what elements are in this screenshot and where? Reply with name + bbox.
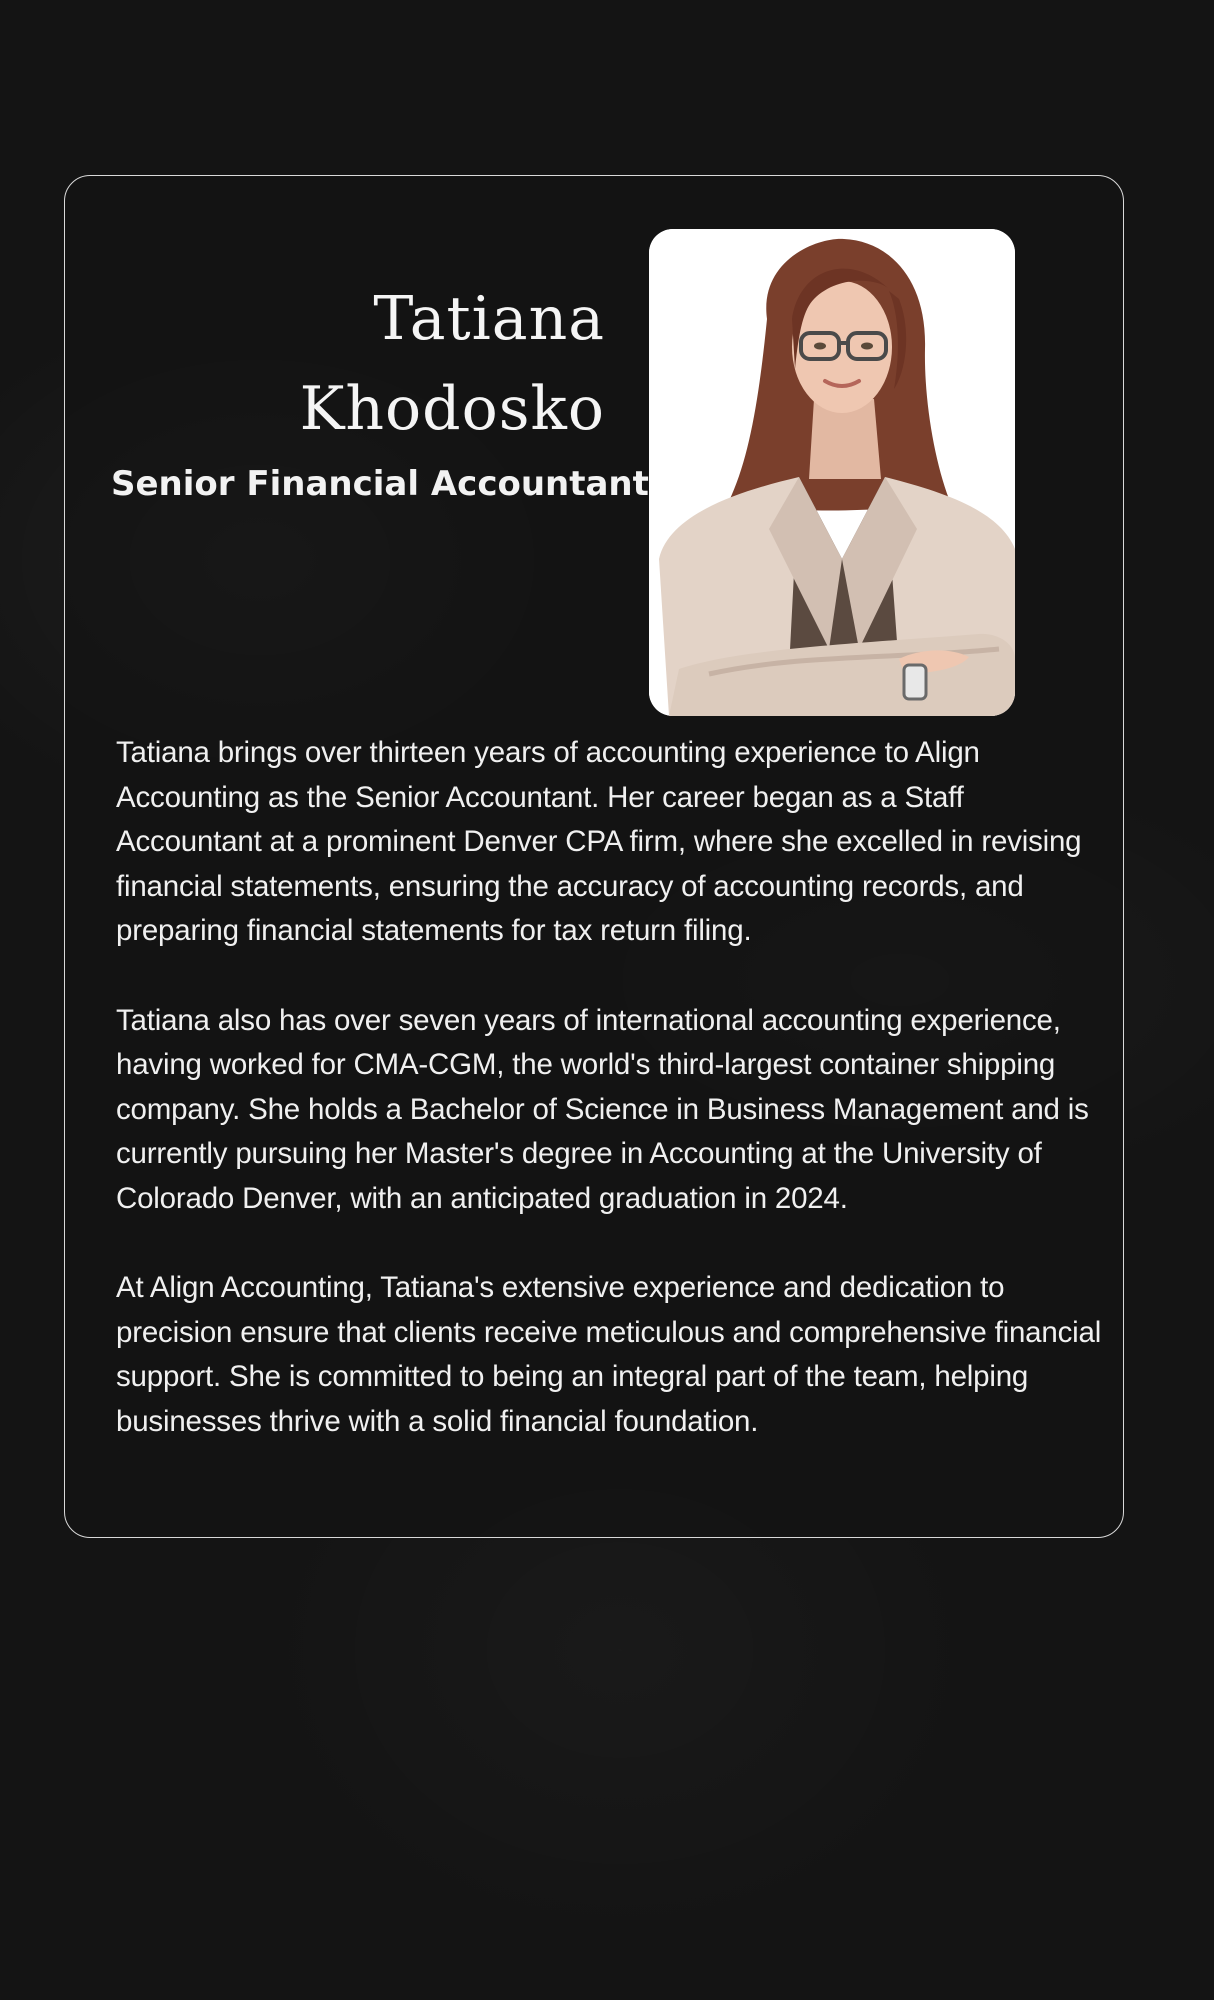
bio-paragraph-3: At Align Accounting, Tatiana's extensive experience and dedication to precision ensure that clients receive meticulous and comprehensive financial support. She is committed to being an integral part of the team, helping businesses thrive with a solid financial foundation. bbox=[116, 1271, 1102, 1438]
bio-paragraph-1: Tatiana brings over thirteen years of accounting experience to Align Accounting as the Senior Accountant. Her career began as a Staff Accountant at a prominent Denver CPA firm, where she excelled in revising financial statements, ensuring the accuracy of accounting records, and preparing financial statements for tax return filing. bbox=[116, 736, 1082, 948]
profile-title: Senior Financial Accountant bbox=[111, 464, 649, 504]
profile-card bbox=[64, 175, 1124, 1538]
profile-first-name: Tatiana bbox=[373, 284, 605, 354]
profile-name bbox=[65, 274, 605, 454]
profile-last-name: Khodosko bbox=[299, 374, 605, 444]
bio-paragraph-2: Tatiana also has over seven years of international accounting experience, having worked for CMA-CGM, the world's third-largest container shipping company. She holds a Bachelor of Science in Business Management and is currently pursuing her Master's degree in Accounting at the University of Colorado Denver, with an anticipated graduation in 2024. bbox=[116, 1003, 1089, 1215]
profile-photo bbox=[649, 229, 1015, 716]
profile-bio bbox=[116, 731, 1106, 1489]
